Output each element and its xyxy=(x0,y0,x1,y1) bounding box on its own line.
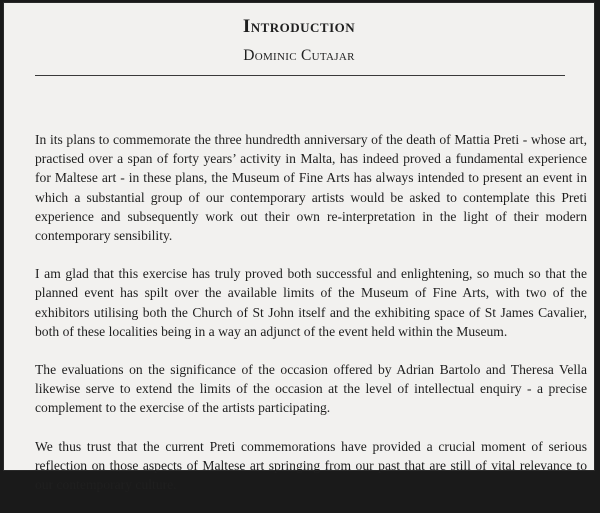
document-page xyxy=(3,2,595,493)
page-title: Introduction xyxy=(242,16,356,37)
title-divider xyxy=(35,75,565,76)
author-name: Dominic Cutajar xyxy=(243,47,355,64)
paragraph-3: The evaluations on the significance of the occasion offered by Adrian Bartolo and Theresa Vella likewise serve to extend the limits of the occasion at the level of intellectual enquiry - a precise complement to the exercise of the artists participating. xyxy=(35,362,587,416)
paragraph-4: We thus trust that the current Preti commemorations have provided a crucial moment of serious reflection on those aspects of Maltese art springing from our past that are still of vital relevance to our contemporary culture. xyxy=(35,438,587,493)
paragraph-2: I am glad that this exercise has truly proved both successful and enlightening, so much so that the planned event has spilt over the available limits of the Museum of Fine Arts, with two of the exhibitors utilising both the Church of St John itself and the exhibiting space of St James Cavalier, both of these localities being in a way an adjunct of the event held within the Museum. xyxy=(35,266,587,339)
body-text xyxy=(35,130,587,513)
paragraph-1: In its plans to commemorate the three hundredth anniversary of the death of Mattia Preti - whose art, practised over a span of forty years’ activity in Malta, has indeed proved a fundamental experience for Maltese art - in these plans, the Museum of Fine Arts has always intended to present an event in which a substantial group of our contemporary artists would be asked to contemplate this Preti experience and subsequently work out their own re-interpretation in the light of their modern contemporary sensibility. xyxy=(35,132,587,244)
